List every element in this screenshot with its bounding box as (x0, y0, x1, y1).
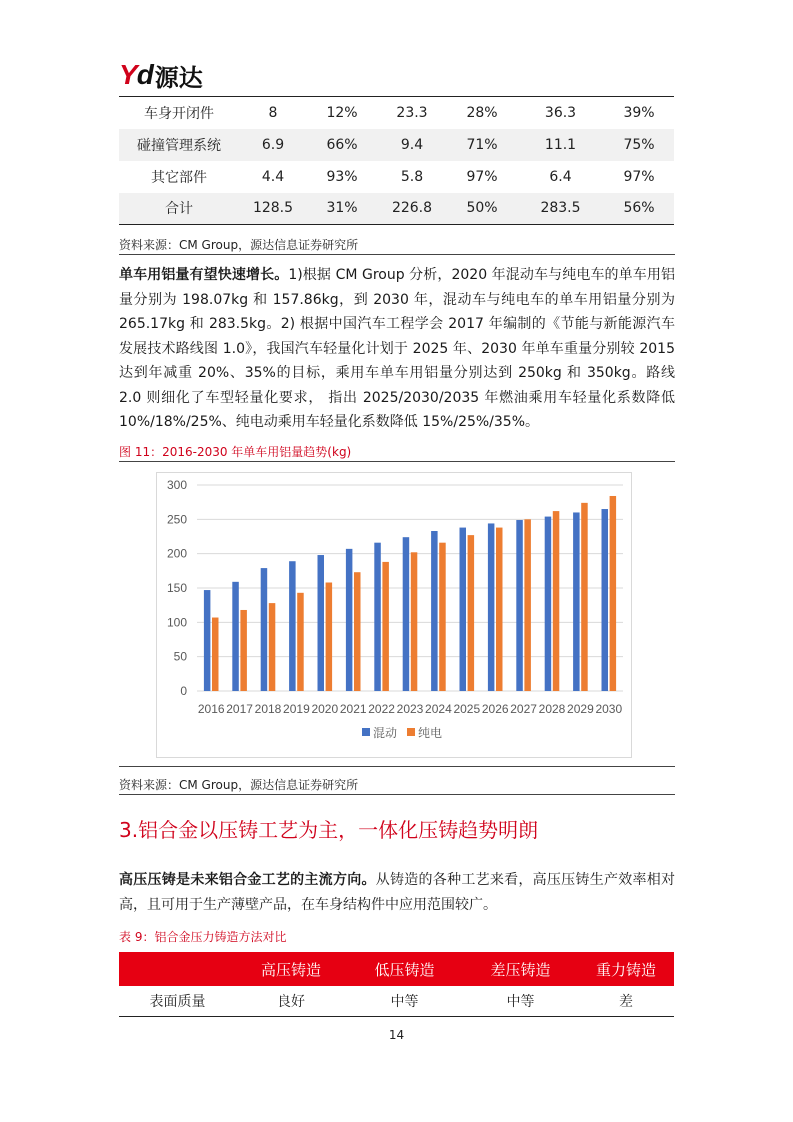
divider (119, 461, 675, 462)
cell: 6.9 (239, 129, 307, 161)
cell: 23.3 (396, 104, 428, 121)
section-heading: 3.铝合金以压铸工艺为主，一体化压铸趋势明朗 (119, 818, 539, 842)
x-tick-label: 2022 (368, 702, 395, 716)
cell: 56% (604, 193, 674, 225)
cell: 11.1 (517, 129, 604, 161)
y-tick-label: 150 (166, 581, 187, 595)
bar-hybrid (346, 549, 353, 691)
page-number: 14 (388, 1028, 405, 1042)
cell: 93% (326, 168, 358, 185)
x-tick-label: 2029 (567, 702, 594, 716)
x-tick-label: 2019 (283, 702, 310, 716)
x-tick-label: 2018 (254, 702, 282, 716)
legend-label: 纯电 (418, 726, 443, 740)
cell: 36.3 (544, 104, 577, 121)
logo-mark (119, 59, 153, 91)
legend-label: 混动 (373, 726, 398, 740)
table-row (119, 986, 674, 1016)
source-note: 资料来源：CM Group，源达信息证券研究所 (119, 238, 359, 252)
header-cell (119, 952, 236, 986)
bar-electric (610, 496, 617, 691)
table-row (119, 97, 674, 129)
cell: 66% (307, 129, 377, 161)
bar-electric (326, 583, 333, 691)
bar-electric (581, 503, 588, 691)
bar-electric (411, 552, 418, 691)
table-row (119, 193, 674, 225)
source-note: 资料来源：CM Group，源达信息证券研究所 (119, 778, 359, 792)
company-logo (119, 60, 203, 90)
bar-hybrid (488, 523, 495, 691)
paragraph-lead: 单车用铝量有望快速增长。 (119, 267, 289, 283)
header-cell: 高压铸造 (236, 952, 346, 986)
header-cell: 低压铸造 (346, 952, 463, 986)
cell: 97% (466, 168, 498, 185)
y-tick-label: 100 (166, 615, 187, 630)
x-tick-label: 2028 (538, 702, 566, 716)
cell: 中等 (463, 986, 578, 1016)
x-tick-label: 2026 (481, 702, 509, 716)
chart-svg (157, 473, 633, 759)
bar-hybrid (545, 517, 552, 691)
bar-hybrid (602, 509, 609, 691)
header-cell: 重力铸造 (578, 952, 674, 986)
x-tick-label: 2016 (197, 702, 225, 716)
legend-swatch (407, 728, 415, 736)
x-tick-label: 2025 (453, 702, 481, 716)
x-tick-label: 2027 (510, 702, 537, 716)
y-tick-label: 200 (166, 546, 187, 561)
cell: 226.8 (377, 193, 447, 225)
row-label: 碰撞管理系统 (119, 129, 239, 161)
cell: 9.4 (377, 129, 447, 161)
cell: 39% (623, 104, 655, 121)
row-label: 车身开闭件 (144, 105, 214, 122)
logo-mark-d: d (136, 59, 153, 90)
y-tick-label: 50 (173, 649, 187, 664)
cell: 28% (466, 104, 498, 121)
y-tick-label: 250 (166, 512, 187, 527)
bar-hybrid (573, 512, 580, 691)
x-tick-label: 2030 (595, 702, 623, 716)
divider (119, 766, 675, 767)
cell: 50% (447, 193, 517, 225)
cell: 中等 (346, 986, 463, 1016)
x-tick-label: 2020 (311, 702, 339, 716)
table-header-row (119, 952, 674, 986)
bar-hybrid (403, 537, 410, 691)
bar-electric (297, 593, 304, 691)
y-tick-label: 300 (166, 478, 187, 492)
bar-electric (212, 618, 219, 691)
cell: 12% (326, 104, 358, 121)
cell: 5.8 (400, 168, 424, 185)
cell: 8 (268, 104, 278, 121)
casting-comparison-table (119, 952, 674, 1017)
cell: 71% (447, 129, 517, 161)
table-title: 表 9：铝合金压力铸造方法对比 (119, 930, 287, 944)
row-label: 合计 (119, 193, 239, 225)
cell: 良好 (236, 986, 346, 1016)
bar-hybrid (204, 590, 211, 691)
bar-hybrid (318, 555, 325, 691)
bar-electric (269, 603, 276, 691)
bar-electric (553, 511, 560, 691)
cell: 6.4 (549, 168, 572, 185)
paragraph-aluminum-growth (119, 263, 675, 435)
cell: 97% (623, 168, 655, 185)
bar-hybrid (261, 568, 268, 691)
paragraph-lead: 高压压铸是未来铝合金工艺的主流方向。 (119, 872, 376, 888)
bar-electric (524, 519, 531, 691)
table-row (119, 129, 674, 161)
x-tick-label: 2024 (425, 702, 452, 716)
x-tick-label: 2021 (339, 702, 367, 716)
bar-electric (468, 535, 475, 691)
bar-hybrid (460, 528, 467, 691)
cell: 差 (578, 986, 674, 1016)
x-tick-label: 2023 (396, 702, 424, 716)
bar-electric (496, 528, 503, 691)
row-label: 其它部件 (151, 169, 207, 186)
aluminum-usage-table (119, 96, 674, 225)
bar-electric (439, 543, 446, 691)
legend-swatch (362, 728, 370, 736)
header-cell: 差压铸造 (463, 952, 578, 986)
bar-hybrid (516, 520, 523, 691)
paragraph-die-casting (119, 868, 675, 917)
row-label: 表面质量 (119, 986, 236, 1016)
paragraph-body: 1)根据 CM Group 分析，2020 年混动车与纯电车的单车用铝量分别为 198.07kg 和 157.86kg，到 2030 年，混动车与纯电车的单车用铝量分别为 265.17kg 和 283.5kg。2) 根据中国汽车工程学会 2017 年编制的《节能与新能源汽车发展技术路线图 1.0》，我国汽车轻量化计划于 2025 年、2030 年单车重量分别较 2015 达到年减重 20%、35%的目标，乘用车单车用铝量分别达到 250kg 和 350kg。路线 2.0 则细化了车型轻量化要求， 指出 2025/2030/2035 年燃油乘用车轻量化系数降低 10%/18%/25%、纯电动乘用车轻量化系数降低 15%/25%/35%。 (119, 267, 675, 430)
logo-text: 源达 (154, 63, 203, 92)
cell: 128.5 (239, 193, 307, 225)
cell: 283.5 (517, 193, 604, 225)
cell: 75% (604, 129, 674, 161)
bar-hybrid (289, 561, 296, 691)
divider (119, 254, 675, 255)
cell: 31% (307, 193, 377, 225)
bar-electric (240, 610, 247, 691)
bar-electric (354, 572, 361, 691)
x-tick-label: 2017 (226, 702, 253, 716)
y-tick-label: 0 (180, 684, 187, 698)
paragraph-body: 从铸造的各种工艺来看，高压压铸生产效率相对高，且可用于生产薄壁产品，在车身结构件中应用范围较广。 (119, 872, 676, 913)
bar-hybrid (374, 543, 381, 691)
divider (119, 794, 675, 795)
aluminum-trend-chart (156, 472, 632, 758)
logo-mark-y: Y (119, 59, 137, 90)
figure-title: 图 11：2016-2030 年单车用铝量趋势(kg) (119, 445, 352, 459)
table-row (119, 161, 674, 193)
bar-electric (382, 562, 389, 691)
cell: 4.4 (261, 168, 285, 185)
bar-hybrid (431, 531, 438, 691)
bar-hybrid (232, 582, 239, 691)
